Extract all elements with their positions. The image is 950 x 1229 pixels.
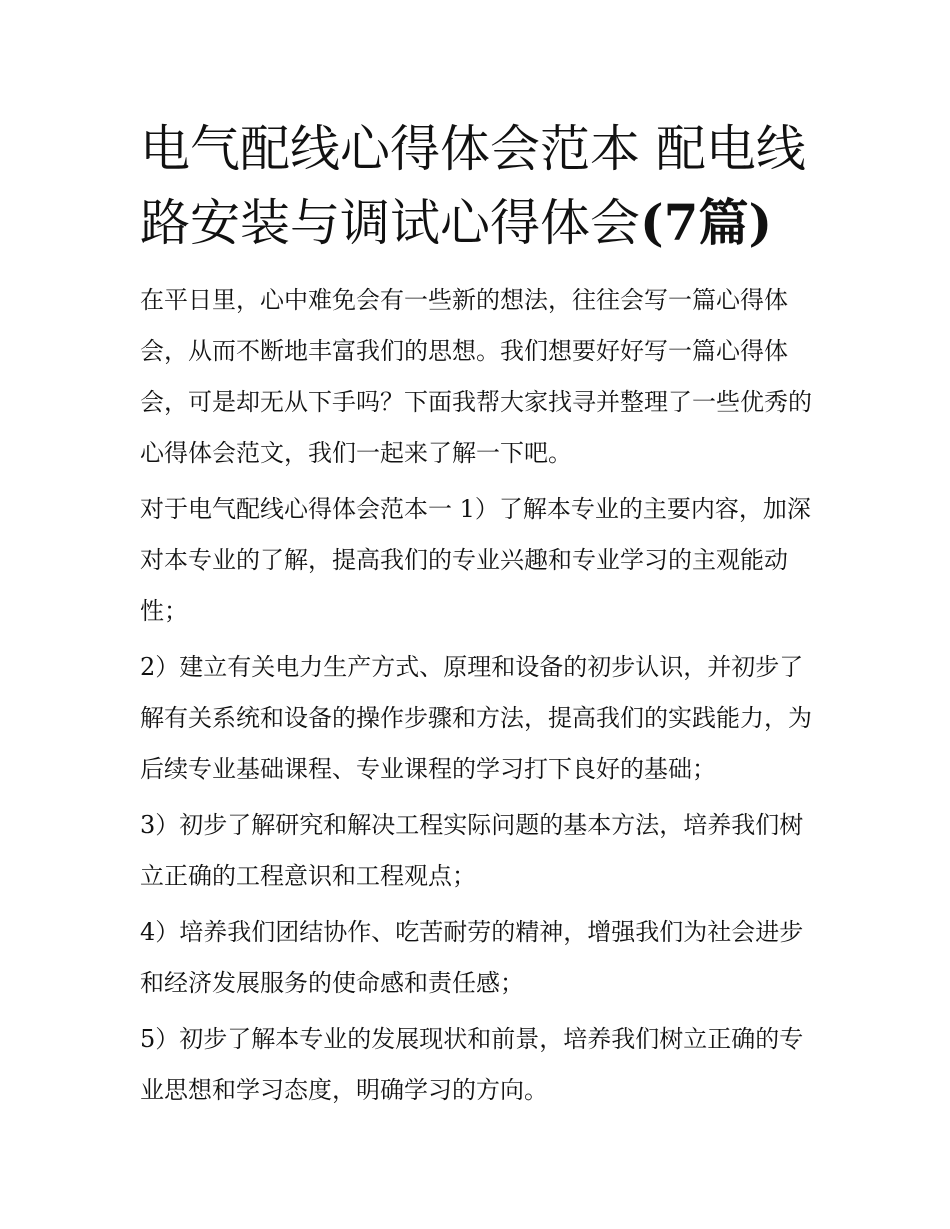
document-title <box>140 112 820 260</box>
paragraph-item-2: 2）建立有关电力生产方式、原理和设备的初步认识，并初步了解有关系统和设备的操作步骤和方法，提高我们的实践能力，为后续专业基础课程、专业课程的学习打下良好的基础； <box>140 653 812 783</box>
paragraph-intro: 在平日里，心中难免会有一些新的想法，往往会写一篇心得体会，从而不断地丰富我们的思想。我们想要好好写一篇心得体会，可是却无从下手吗？下面我帮大家找寻并整理了一些优秀的心得体会范文，我们一起来了解一下吧。 <box>140 286 812 467</box>
document-title-suffix: (7篇) <box>640 193 773 252</box>
paragraph-item-1: 对于电气配线心得体会范本一 1）了解本专业的主要内容，加深对本专业的了解，提高我们的专业兴趣和专业学习的主观能动性； <box>140 495 811 625</box>
paragraph-item-4: 4）培养我们团结协作、吃苦耐劳的精神，增强我们为社会进步和经济发展服务的使命感和责任感； <box>140 918 804 997</box>
paragraph-item-5: 5）初步了解本专业的发展现状和前景，培养我们树立正确的专业思想和学习态度，明确学习的方向。 <box>140 1025 804 1104</box>
paragraph-item-3: 3）初步了解研究和解决工程实际问题的基本方法，培养我们树立正确的工程意识和工程观点； <box>140 811 804 890</box>
document-title-main: 电气配线心得体会范本 配电线路安装与调试心得体会 <box>140 120 806 252</box>
document-body <box>140 275 820 1121</box>
